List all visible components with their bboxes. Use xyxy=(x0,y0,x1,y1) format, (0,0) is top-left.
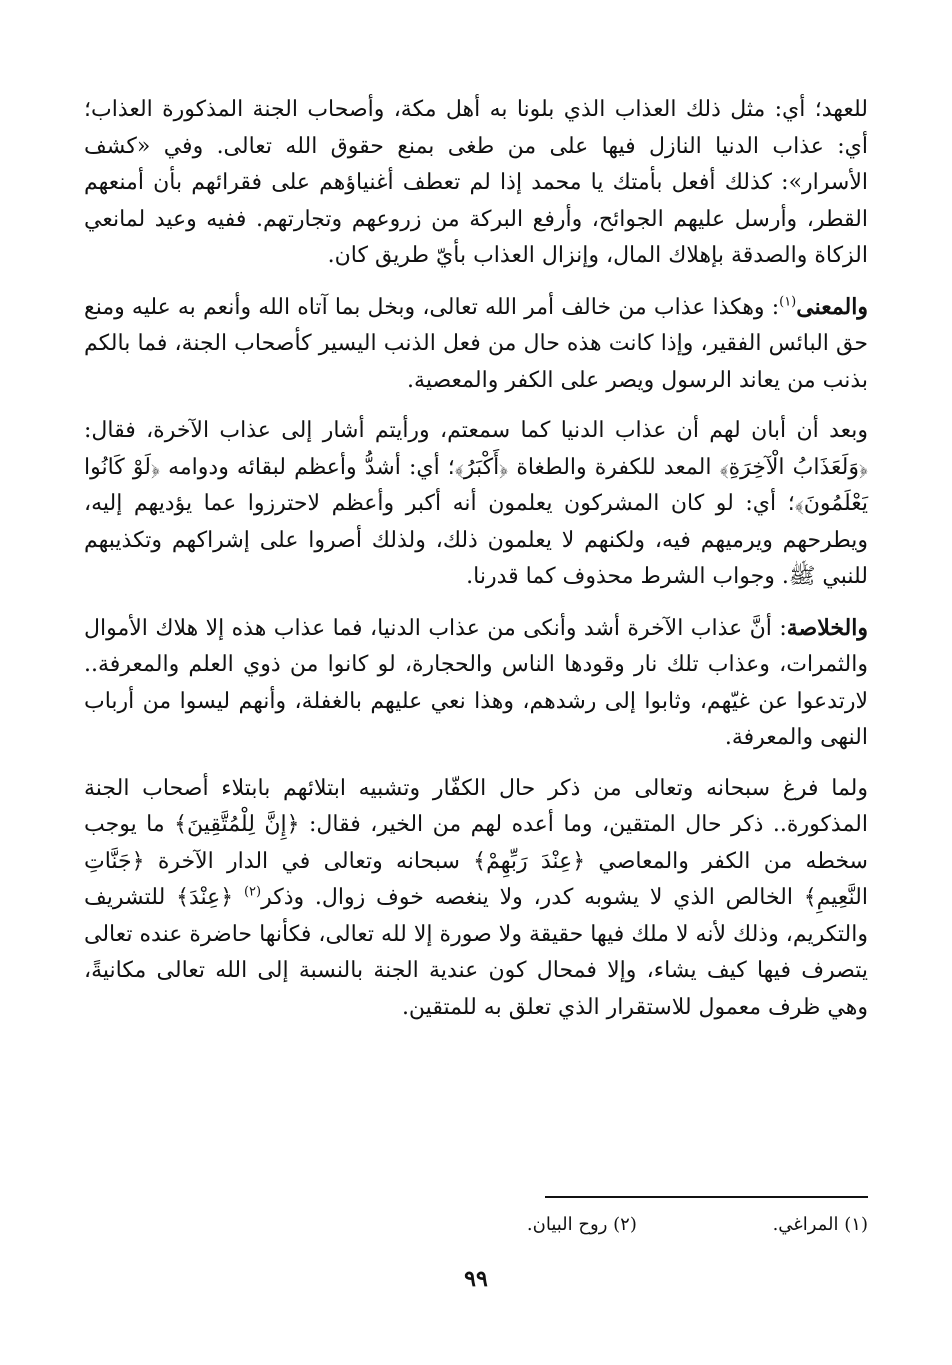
paragraph-text: للعهد؛ أي: مثل ذلك العذاب الذي بلونا به أهل مكة، وأصحاب الجنة المذكورة العذاب؛ أي: عذاب الدنيا النازل فيها على من طغى بمنع حقوق الله تعالى. وفي «كشف الأسرار»: كذلك أفعل بأمتك يا محمد إذا لم تعطف أغنياؤهم على فقرائهم بأن أمنعهم القطر، وأرسل عليهم الجوائح، وأرفع البركة من زروعهم وتجارتهم. ففيه وعيد لمانعي الزكاة والصدقة بإهلاك المال، وإنزال العذاب بأيّ طريق كان. xyxy=(84,97,868,268)
footnote-ref: (٢) xyxy=(243,884,262,900)
footnote-2: (٢) روح البيان. xyxy=(526,1214,637,1235)
paragraph-text: وبعد أن أبان لهم أن عذاب الدنيا كما سمعتم، ورأيتم أشار إلى عذاب الآخرة، فقال: ﴿وَلَعَذَابُ الْآخِرَةِ﴾ المعد للكفرة والطغاة ﴿أَكْبَرُ﴾؛ أي: أشدُّ وأعظم لبقائه ودوامه ﴿لَوْ كَانُوا يَعْلَمُونَ﴾؛ أي: لو كان المشركون يعلمون أنه أكبر وأعظم لاحترزوا عما يؤديهم إليه، ويطرحهم ويرميهم فيه، ولكنهم لا يعلمون ذلك، ولذلك أصروا على إشراكهم وتكذيبهم للنبي ﷺ. وجواب الشرط محذوف كما قدرنا. xyxy=(84,418,868,589)
paragraph-5 xyxy=(84,771,868,1027)
paragraph-text: ولما فرغ سبحانه وتعالى من ذكر حال الكفّار وتشبيه ابتلائهم بابتلاء أصحاب الجنة المذكورة.. ذكر حال المتقين، وما أعده لهم من الخير، فقال: ﴿إِنَّ لِلْمُتَّقِينَ﴾ ما يوجب سخطه من الكفر والمعاصي ﴿عِنْدَ رَبِّهِمْ﴾ سبحانه وتعالى في الدار الآخرة ﴿جَنَّاتِ النَّعِيمِ﴾ الخالص الذي لا يشوبه كدر، ولا ينغصه خوف زوال. وذكر xyxy=(84,775,868,910)
paragraph-text: : أنَّ عذاب الآخرة أشد وأنكى من عذاب الدنيا، فما عذاب هذه إلا هلاك الأموال والثمرات، وعذاب تلك نار وقودها الناس والحجارة، لو كانوا من ذوي العلم والمعرفة.. لارتدعوا عن غيّهم، وثابوا إلى رشدهم، وهذا نعي عليهم بالغفلة، وأنهم ليسوا من أرباب النهى والمعرفة. xyxy=(84,615,868,750)
paragraph-4 xyxy=(84,610,868,757)
paragraph-lead: والمعنى xyxy=(796,293,868,320)
paragraph-3 xyxy=(84,413,868,596)
paragraph-lead: والخلاصة xyxy=(786,614,868,641)
footnote-divider xyxy=(545,1196,868,1198)
paragraph-text: ﴿عِنْدَ﴾ للتشريف والتكريم، وذلك لأنه لا ملك فيها حقيقة ولا صورة إلا لله تعالى، فكأنها حاضرة عنده تعالى يتصرف فيها كيف يشاء، وإلا فمحال كون عندية الجنة بالنسبة إلى الله تعالى مكانيةً، وهي ظرف معمول للاستقرار الذي تعلق به للمتقين. xyxy=(84,885,868,1020)
footnote-ref: (١) xyxy=(779,294,797,310)
paragraph-1 xyxy=(84,92,868,275)
paragraph-text: : وهكذا عذاب من خالف أمر الله تعالى، وبخل بما آتاه الله وأنعم به عليه ومنع حق البائس الفقير، وإذا كانت هذه حال من فعل الذنب اليسير كأصحاب الجنة، فما بالكم بذنب من يعاند الرسول ويصر على الكفر والمعصية. xyxy=(84,294,868,393)
footnotes xyxy=(84,1210,868,1240)
main-text xyxy=(84,92,868,1026)
paragraph-2 xyxy=(84,289,868,400)
footnote-1: (١) المراغي. xyxy=(772,1214,868,1235)
page-number: ٩٩ xyxy=(464,1266,488,1292)
